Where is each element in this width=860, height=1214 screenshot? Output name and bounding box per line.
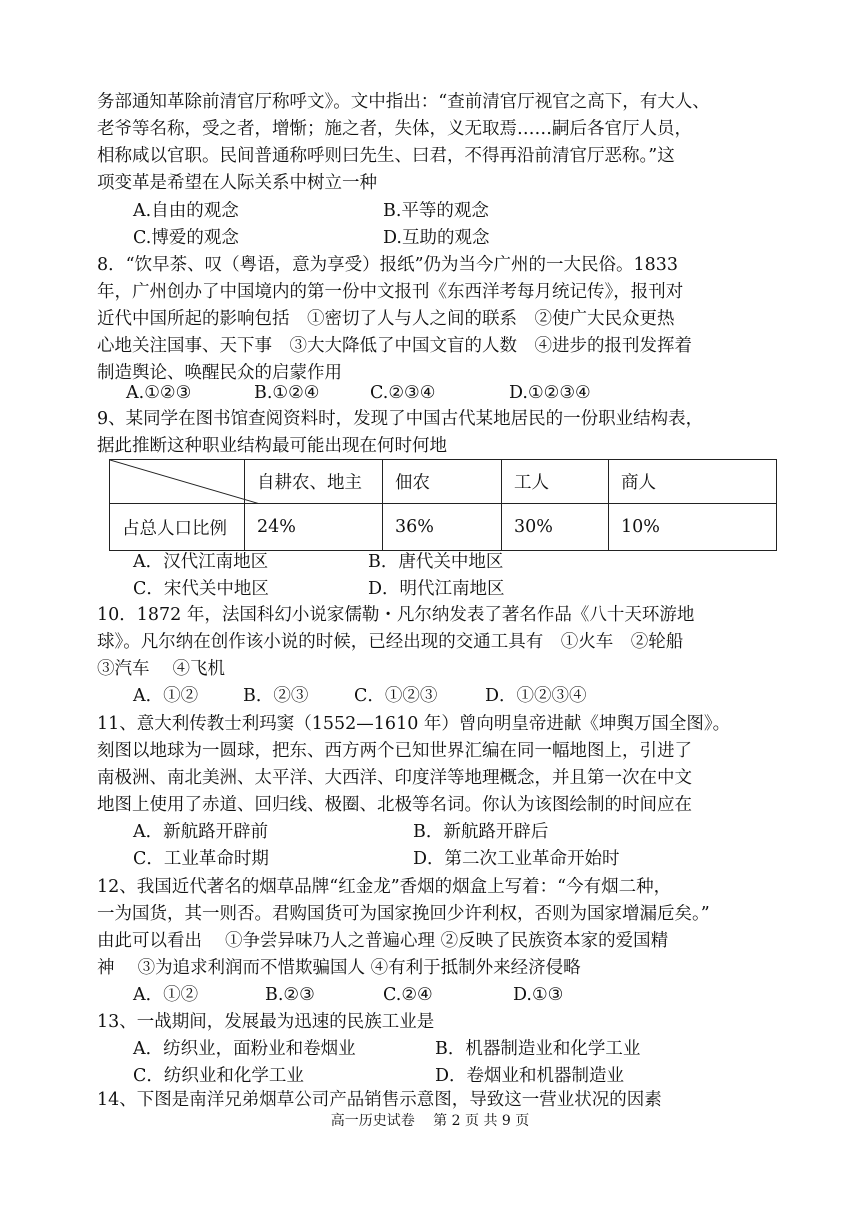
- q12-text-line: 神 ③为追求利润而不惜欺骗国人 ④有利于抵制外来经济侵略: [97, 958, 581, 978]
- q8-text-line: 8．“饮早茶、叹（粤语，意为享受）报纸”仍为当今广州的一大民俗。1833: [97, 255, 679, 275]
- table-cell: 36%: [383, 504, 502, 551]
- q8-text-line: 心地关注国事、天下事 ③大大降低了中国文盲的人数 ④进步的报刊发挥着: [97, 336, 692, 356]
- table-header-cell: 工人: [502, 460, 609, 504]
- q7-option-a: A.自由的观念: [133, 201, 239, 221]
- q7-text-line: 相称咸以官职。民间普通称呼则曰先生、曰君，不得再沿前清官厅恶称。”这: [97, 146, 675, 166]
- q12-option-d: D.①③: [513, 985, 564, 1005]
- diagonal-header-cell: [110, 460, 245, 504]
- table-header-cell: 商人: [609, 460, 777, 504]
- q9-option-d: D．明代江南地区: [368, 579, 505, 599]
- q9-option-b: B．唐代关中地区: [368, 552, 504, 572]
- q10-text-line: ③汽车 ④飞机: [97, 659, 226, 679]
- q13-option-d: D．卷烟业和机器制造业: [435, 1066, 625, 1086]
- q10-text-line: 10．1872 年，法国科幻小说家儒勒・凡尔纳发表了著名作品《八十天环游地: [97, 605, 695, 625]
- q10-text-line: 球》。凡尔纳在创作该小说的时候，已经出现的交通工具有 ①火车 ②轮船: [97, 632, 684, 652]
- q9-text-line: 9、某同学在图书馆查阅资料时，发现了中国古代某地居民的一份职业结构表，: [97, 409, 704, 429]
- q8-option-d: D.①②③④: [509, 383, 591, 403]
- q7-text-line: 项变革是希望在人际关系中树立一种: [97, 173, 377, 193]
- q8-option-a: A.①②③: [126, 383, 192, 403]
- q12-text-line: 一为国货，其一则否。君购国货可为国家挽回少许利权，否则为国家增漏卮矣。”: [97, 904, 710, 924]
- diagonal-line: [110, 460, 268, 504]
- q7-option-b: B.平等的观念: [383, 201, 489, 221]
- q8-text-line: 近代中国所起的影响包括 ①密切了人与人之间的联系 ②使广大民众更热: [97, 309, 675, 329]
- page-footer: 高一历史试卷 第 2 页 共 9 页: [330, 1113, 530, 1129]
- q8-option-c: C.②③④: [370, 383, 436, 403]
- q7-text-line: 务部通知革除前清官厅称呼文》。文中指出：“查前清官厅视官之高下，有大人、: [97, 92, 710, 112]
- q10-option-d: D．①②③④: [485, 686, 587, 706]
- q8-text-line: 年，广州创办了中国境内的第一份中文报刊《东西洋考每月统记传》，报刊对: [97, 282, 684, 302]
- q13-option-b: B．机器制造业和化学工业: [435, 1039, 641, 1059]
- q12-option-b: B.②③: [265, 985, 315, 1005]
- q10-option-a: A．①②: [133, 686, 199, 706]
- q7-option-d: D.互助的观念: [383, 228, 490, 248]
- table-cell: 10%: [609, 504, 777, 551]
- table-header-cell: 佃农: [383, 460, 502, 504]
- q13-text-line: 13、一战期间，发展最为迅速的民族工业是: [97, 1012, 435, 1032]
- q7-text-line: 老爷等名称，受之者，增惭；施之者，失体，义无取焉……嗣后各官厅人员，: [97, 119, 692, 139]
- q11-option-d: D．第二次工业革命开始时: [413, 849, 620, 869]
- table-header-cell: 自耕农、地主: [245, 460, 383, 504]
- q12-option-c: C.②④: [383, 985, 433, 1005]
- q11-text-line: 11、意大利传教士利玛窦（1552—1610 年）曾向明皇帝进献《坤舆万国全图》。: [97, 714, 731, 734]
- q12-text-line: 12、我国近代著名的烟草品牌“红金龙”香烟的烟盒上写着：“今有烟二种，: [97, 877, 672, 897]
- q9-option-c: C．宋代关中地区: [133, 579, 269, 599]
- q9-option-a: A．汉代江南地区: [133, 552, 269, 572]
- q7-option-c: C.博爱的观念: [133, 228, 239, 248]
- table-row-label: 占总人口比例: [110, 504, 245, 551]
- table-cell: 24%: [245, 504, 383, 551]
- q11-option-c: C．工业革命时期: [133, 849, 269, 869]
- q14-text-line: 14、下图是南洋兄弟烟草公司产品销售示意图，导致这一营业状况的因素: [97, 1090, 662, 1110]
- q13-option-c: C．纺织业和化学工业: [133, 1066, 304, 1086]
- q11-text-line: 刻图以地球为一圆球，把东、西方两个已知世界汇编在同一幅地图上，引进了: [97, 741, 692, 761]
- q10-option-c: C．①②③: [354, 686, 438, 706]
- q13-option-a: A．纺织业，面粉业和卷烟业: [133, 1039, 356, 1059]
- q12-option-a: A．①②: [133, 985, 199, 1005]
- table-cell: 30%: [502, 504, 609, 551]
- table-header-row: [110, 460, 777, 504]
- occupation-table: [109, 459, 777, 551]
- q10-option-b: B．②③: [243, 686, 309, 706]
- q8-option-b: B.①②④: [254, 383, 320, 403]
- q9-text-line: 据此推断这种职业结构最可能出现在何时何地: [97, 436, 447, 456]
- q11-text-line: 地图上使用了赤道、回归线、极圈、北极等名词。你认为该图绘制的时间应在: [97, 795, 692, 815]
- q11-text-line: 南极洲、南北美洲、太平洋、大西洋、印度洋等地理概念，并且第一次在中文: [97, 768, 692, 788]
- q12-text-line: 由此可以看出 ①争尝异味乃人之普遍心理 ②反映了民族资本家的爱国精: [97, 931, 669, 951]
- q8-text-line: 制造舆论、唤醒民众的启蒙作用: [97, 363, 342, 383]
- q11-option-b: B．新航路开辟后: [413, 822, 549, 842]
- q11-option-a: A．新航路开辟前: [133, 822, 269, 842]
- table-row: [110, 504, 777, 551]
